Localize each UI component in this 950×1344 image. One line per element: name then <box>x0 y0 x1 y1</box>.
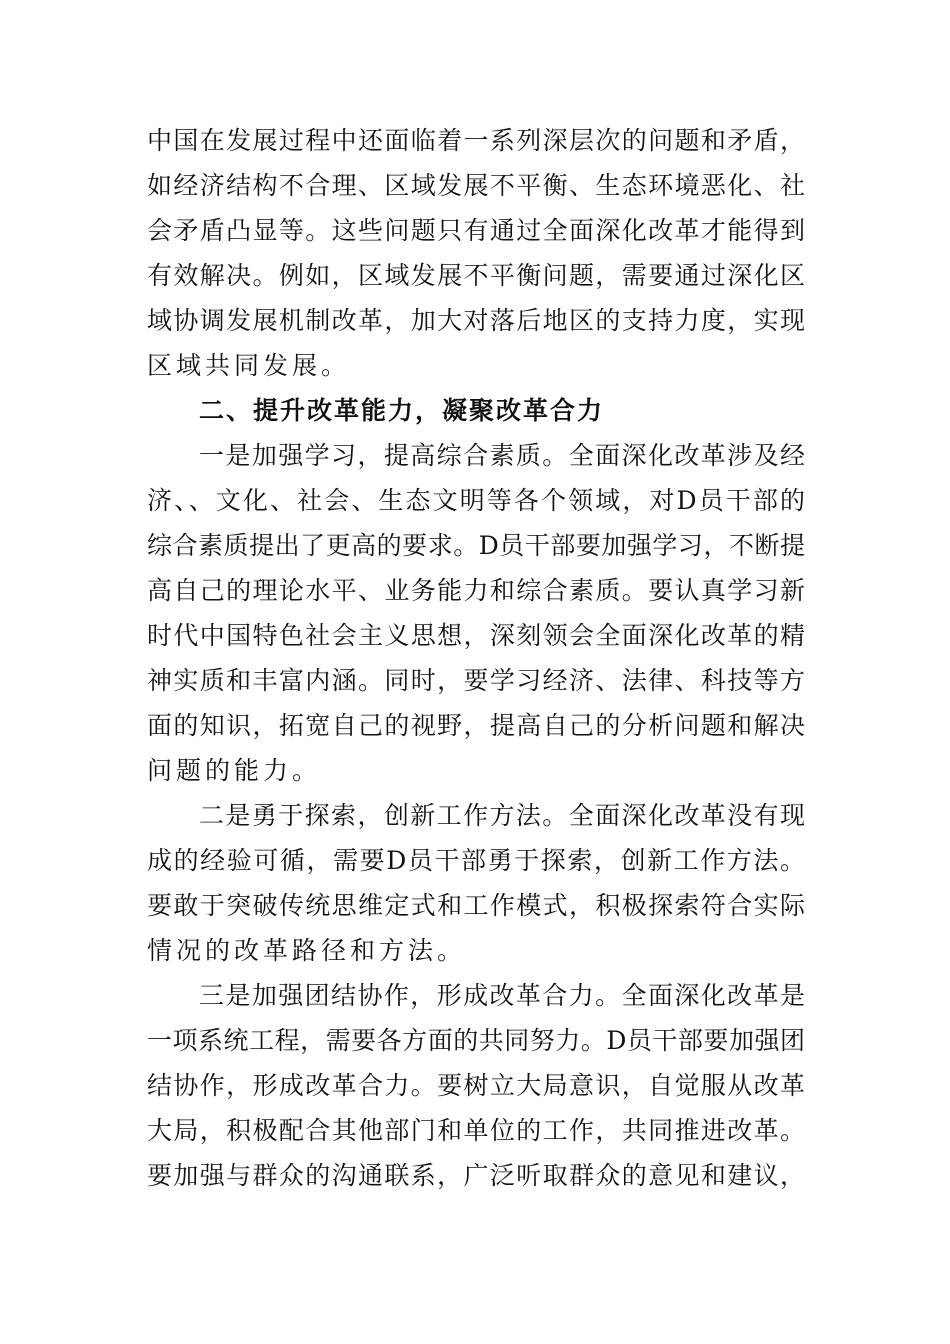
text-line: 神实质和丰富内涵。同时，要学习经济、法律、科技等方 <box>147 666 805 695</box>
text-line: 二是勇于探索，创新工作方法。全面深化改革没有现 <box>199 801 805 830</box>
text-line: 要敢于突破传统思维定式和工作模式，积极探索符合实际 <box>147 891 805 920</box>
paragraph <box>147 433 805 793</box>
text-line: 会矛盾凸显等。这些问题只有通过全面深化改革才能得到 <box>147 216 805 245</box>
paragraph <box>147 118 805 388</box>
paragraph <box>147 973 805 1198</box>
text-line: 三是加强团结协作，形成改革合力。全面深化改革是 <box>199 981 805 1010</box>
text-line: 结协作，形成改革合力。要树立大局意识，自觉服从改革 <box>147 1071 805 1100</box>
text-line: 一项系统工程，需要各方面的共同努力。D员干部要加强团 <box>147 1026 805 1055</box>
text-line: 面的知识，拓宽自己的视野，提高自己的分析问题和解决 <box>147 711 805 740</box>
text-line: 济、、文化、社会、生态文明等各个领域，对D员干部的 <box>147 486 805 515</box>
text-line: 二、提升改革能力，凝聚改革合力 <box>199 396 605 425</box>
text-line: 情况的改革路径和方法。 <box>147 936 467 965</box>
text-line: 大局，积极配合其他部门和单位的工作，共同推进改革。 <box>147 1116 805 1145</box>
text-line: 区域共同发展。 <box>147 351 351 380</box>
text-line: 时代中国特色社会主义思想，深刻领会全面深化改革的精 <box>147 621 805 650</box>
section-heading <box>147 388 805 433</box>
paragraph <box>147 793 805 973</box>
text-line: 有效解决。例如，区域发展不平衡问题，需要通过深化区 <box>147 261 805 290</box>
text-line: 问题的能力。 <box>147 756 322 785</box>
text-line: 高自己的理论水平、业务能力和综合素质。要认真学习新 <box>147 576 805 605</box>
text-line: 要加强与群众的沟通联系，广泛听取群众的意见和建议， <box>147 1161 805 1190</box>
text-line: 成的经验可循，需要D员干部勇于探索，创新工作方法。 <box>147 846 805 875</box>
text-line: 如经济结构不合理、区域发展不平衡、生态环境恶化、社 <box>147 171 805 200</box>
text-line: 一是加强学习，提高综合素质。全面深化改革涉及经 <box>199 441 805 470</box>
text-line: 综合素质提出了更高的要求。D员干部要加强学习，不断提 <box>147 531 805 560</box>
document-body <box>147 118 805 1198</box>
text-line: 中国在发展过程中还面临着一系列深层次的问题和矛盾， <box>147 126 805 155</box>
text-line: 域协调发展机制改革，加大对落后地区的支持力度，实现 <box>147 306 805 335</box>
